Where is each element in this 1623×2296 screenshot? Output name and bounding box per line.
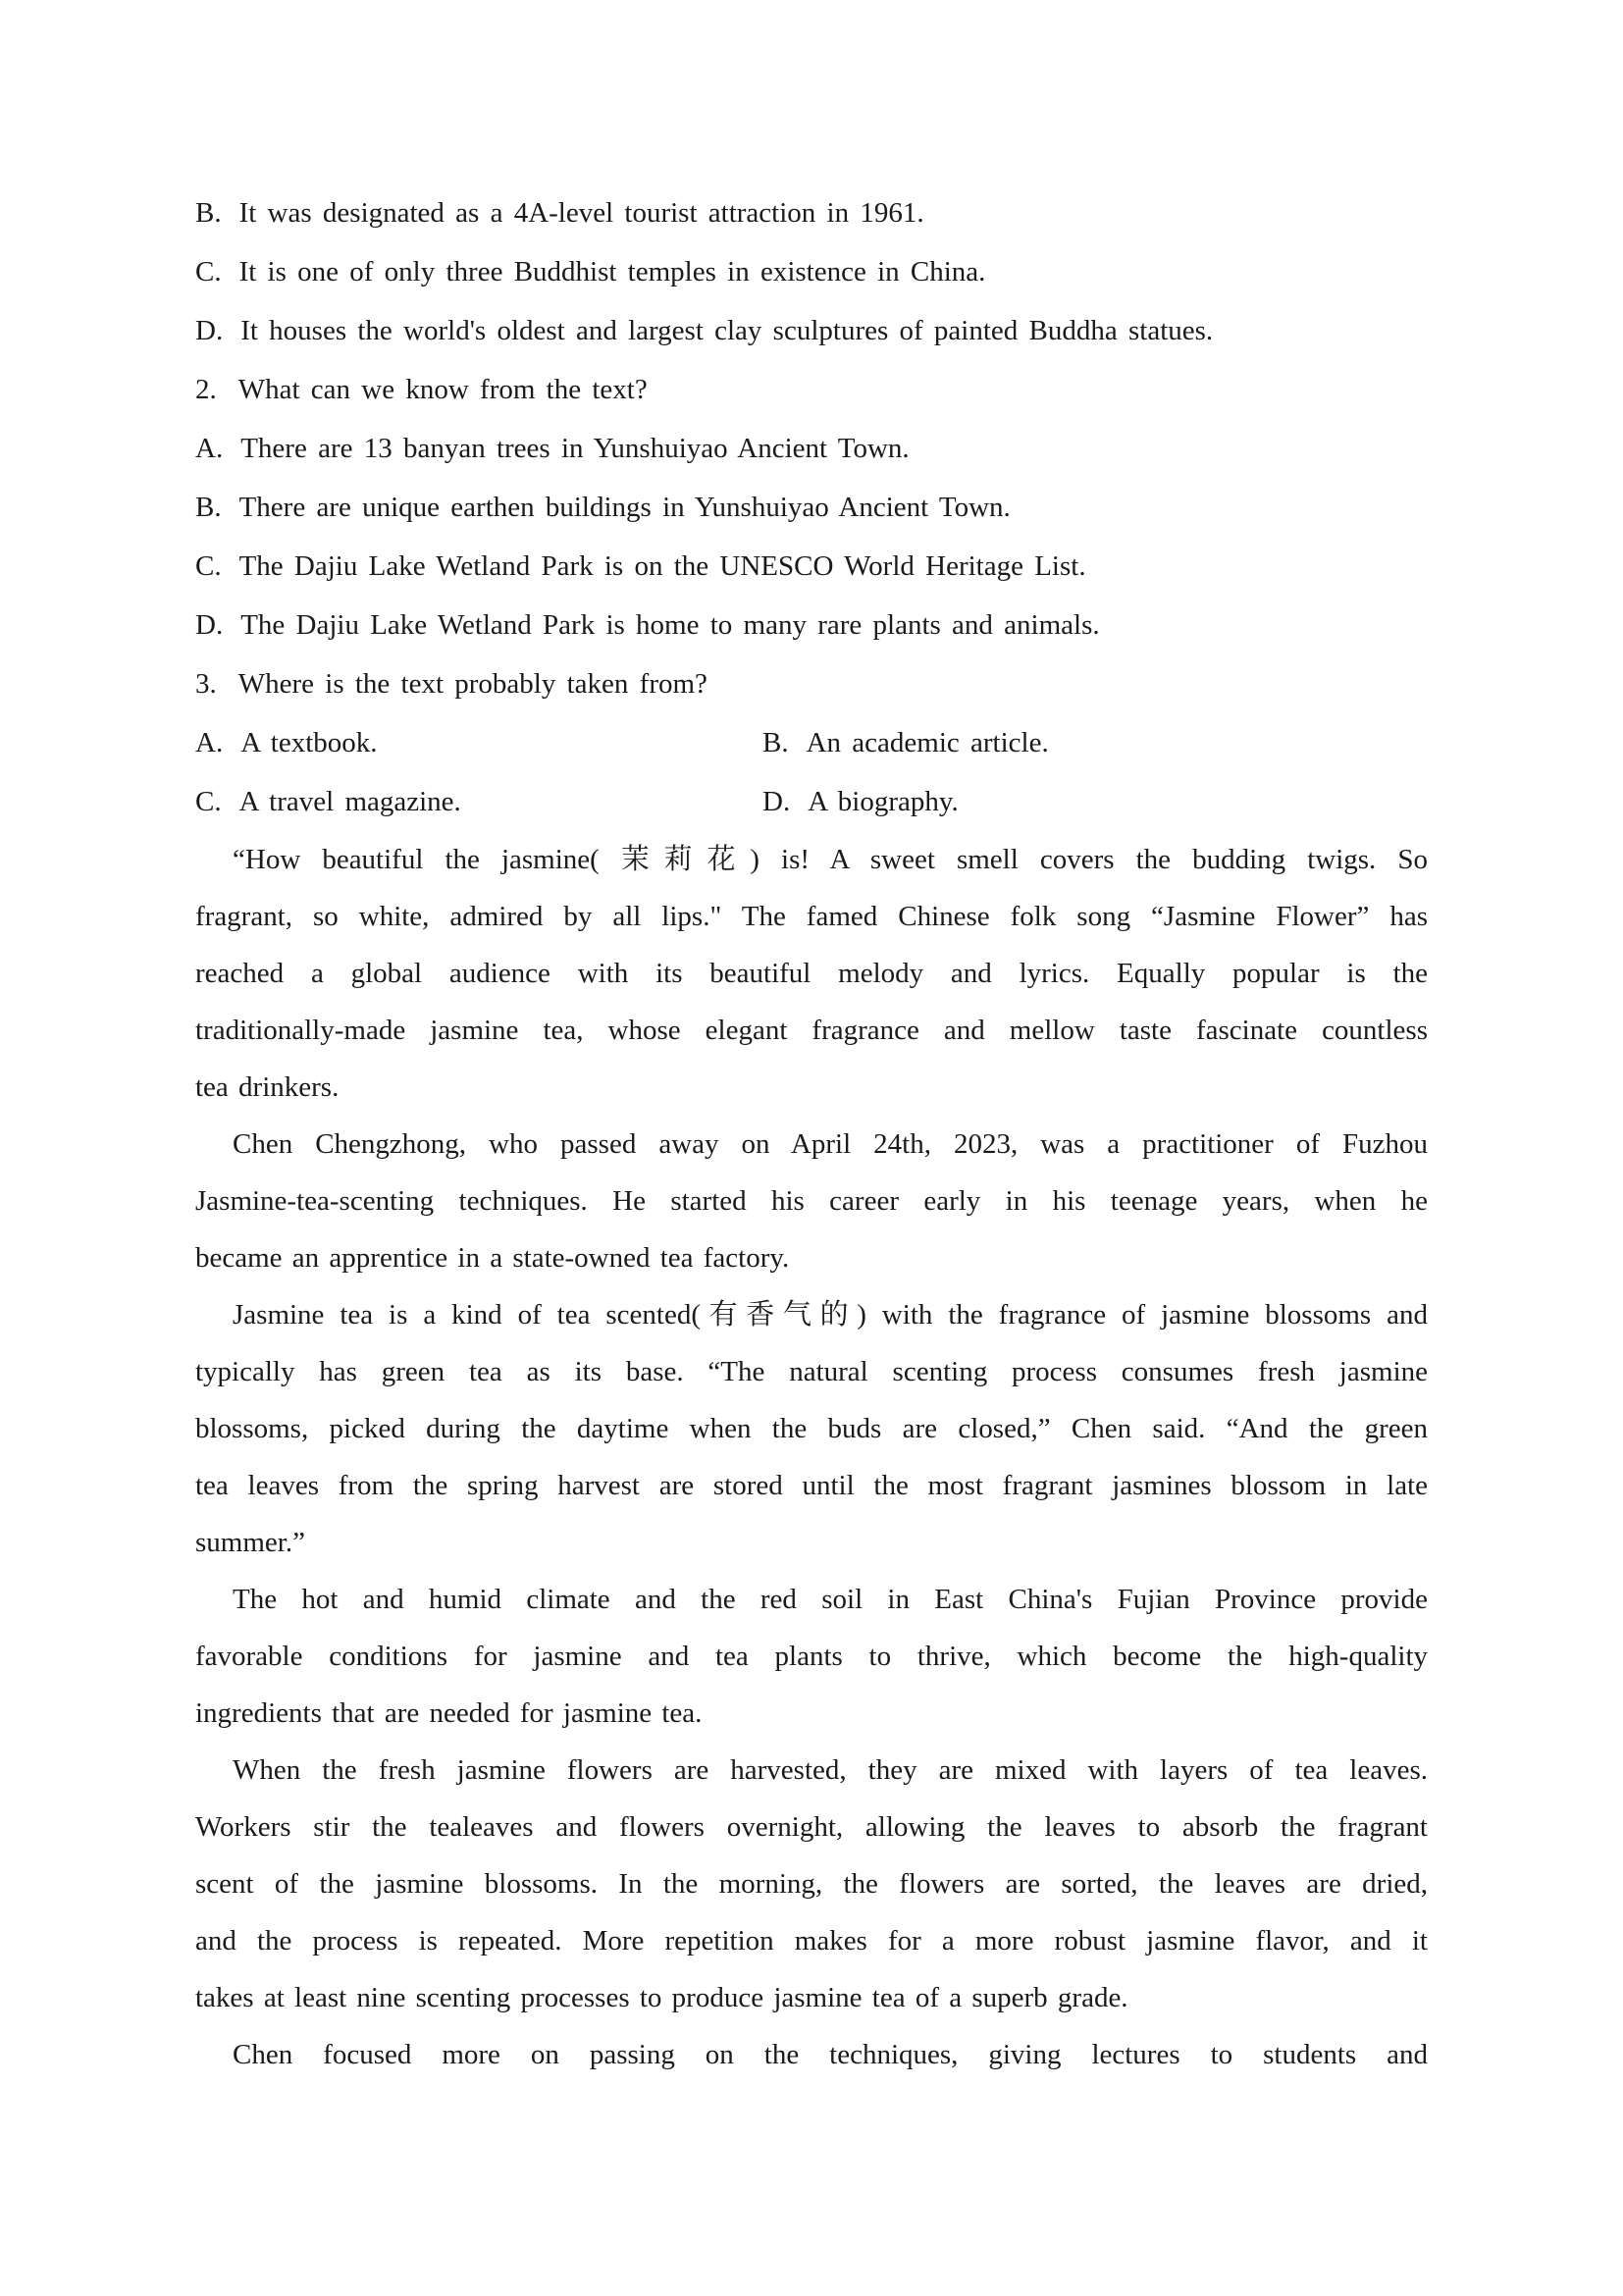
option-text: The Dajiu Lake Wetland Park is home to many rare plants and animals. bbox=[240, 609, 1100, 641]
answer-option-line bbox=[195, 537, 1428, 596]
passage-paragraph bbox=[195, 2026, 1428, 2083]
option-label: D. bbox=[195, 315, 224, 346]
passage-line: Chen Chengzhong, who passed away on April 24th, 2023, was a practitioner of Fuzhou bbox=[233, 1128, 1428, 1160]
option-label: C. bbox=[195, 786, 222, 817]
passage-line: takes at least nine scenting processes to produce jasmine tea of a superb grade. bbox=[195, 1982, 1128, 2013]
answer-option-line bbox=[195, 478, 1428, 537]
answer-option-line bbox=[195, 242, 1428, 301]
question-line bbox=[195, 654, 1428, 713]
option-text: It was designated as a 4A-level tourist attraction in 1961. bbox=[238, 197, 924, 229]
question-number: 2. bbox=[195, 374, 217, 405]
document-page bbox=[195, 183, 1428, 2083]
question-line bbox=[195, 360, 1428, 419]
option-label: A. bbox=[195, 727, 224, 758]
option-text: The Dajiu Lake Wetland Park is on the UNESCO World Heritage List. bbox=[238, 550, 1086, 582]
passage-line: traditionally-made jasmine tea, whose elegant fragrance and mellow taste fascinate countless bbox=[195, 1015, 1428, 1046]
passage-line: tea drinkers. bbox=[195, 1071, 340, 1103]
answer-option-row bbox=[195, 772, 1428, 831]
option-label: B. bbox=[195, 492, 222, 523]
option-text: It houses the world's oldest and largest clay sculptures of painted Buddha statues. bbox=[240, 315, 1214, 346]
answer-option-line bbox=[195, 596, 1428, 654]
answer-option-line bbox=[195, 419, 1428, 478]
question-number: 3. bbox=[195, 668, 217, 700]
passage-line: blossoms, picked during the daytime when the buds are closed,” Chen said. “And the green bbox=[195, 1413, 1428, 1444]
answer-option-line bbox=[195, 301, 1428, 360]
passage-line: reached a global audience with its beautiful melody and lyrics. Equally popular is the bbox=[195, 958, 1428, 989]
passage-line: typically has green tea as its base. “The natural scenting process consumes fresh jasmine bbox=[195, 1356, 1428, 1387]
passage-paragraph bbox=[195, 1286, 1428, 1571]
option-label: A. bbox=[195, 433, 224, 464]
option-label: C. bbox=[195, 550, 222, 582]
option-text: It is one of only three Buddhist temples in existence in China. bbox=[238, 256, 986, 287]
option-text: A travel magazine. bbox=[238, 786, 461, 817]
passage-paragraph bbox=[195, 831, 1428, 1116]
passage-line: Jasmine tea is a kind of tea scented(有香气的) with the fragrance of jasmine blossoms and bbox=[233, 1299, 1428, 1331]
option-text: An academic article. bbox=[806, 727, 1049, 758]
option-label: B. bbox=[195, 197, 222, 229]
option-label: C. bbox=[195, 256, 222, 287]
answer-option bbox=[195, 727, 378, 758]
question-text: Where is the text probably taken from? bbox=[237, 668, 707, 700]
passage-line: and the process is repeated. More repetition makes for a more robust jasmine flavor, and it bbox=[195, 1925, 1428, 1957]
passage-line: ingredients that are needed for jasmine tea. bbox=[195, 1697, 703, 1729]
passage-line: Chen focused more on passing on the techniques, giving lectures to students and bbox=[233, 2039, 1428, 2070]
passage-paragraph bbox=[195, 1742, 1428, 2026]
passage-line: The hot and humid climate and the red soil in East China's Fujian Province provide bbox=[233, 1584, 1428, 1615]
answer-option-row bbox=[195, 713, 1428, 772]
option-label: B. bbox=[762, 727, 789, 758]
passage-line: “How beautiful the jasmine( 茉莉花) is! A sweet smell covers the budding twigs. So bbox=[233, 844, 1428, 875]
passage-paragraph bbox=[195, 1571, 1428, 1742]
answer-option-line bbox=[195, 183, 1428, 242]
passage-line: scent of the jasmine blossoms. In the morning, the flowers are sorted, the leaves are dried, bbox=[195, 1868, 1428, 1900]
option-text: A biography. bbox=[808, 786, 959, 817]
passage-line: When the fresh jasmine flowers are harvested, they are mixed with layers of tea leaves. bbox=[233, 1754, 1428, 1786]
passage-line: Jasmine-tea-scenting techniques. He started his career early in his teenage years, when he bbox=[195, 1185, 1428, 1217]
option-label: D. bbox=[195, 609, 224, 641]
reading-passage bbox=[195, 831, 1428, 2083]
passage-line: summer.” bbox=[195, 1527, 305, 1558]
passage-line: Workers stir the tealeaves and flowers overnight, allowing the leaves to absorb the fragrant bbox=[195, 1811, 1428, 1843]
passage-line: fragrant, so white, admired by all lips." The famed Chinese folk song “Jasmine Flower” has bbox=[195, 901, 1428, 932]
answer-option bbox=[195, 786, 461, 817]
passage-paragraph bbox=[195, 1116, 1428, 1286]
passage-line: became an apprentice in a state-owned tea factory. bbox=[195, 1242, 790, 1274]
option-text: There are 13 banyan trees in Yunshuiyao Ancient Town. bbox=[240, 433, 910, 464]
option-text: There are unique earthen buildings in Yunshuiyao Ancient Town. bbox=[238, 492, 1011, 523]
question-text: What can we know from the text? bbox=[237, 374, 648, 405]
option-label: D. bbox=[762, 786, 791, 817]
passage-line: tea leaves from the spring harvest are stored until the most fragrant jasmines blossom in late bbox=[195, 1470, 1428, 1501]
answer-option bbox=[762, 713, 1049, 772]
passage-line: favorable conditions for jasmine and tea plants to thrive, which become the high-quality bbox=[195, 1641, 1428, 1672]
answer-option bbox=[762, 772, 959, 831]
option-text: A textbook. bbox=[240, 727, 378, 758]
